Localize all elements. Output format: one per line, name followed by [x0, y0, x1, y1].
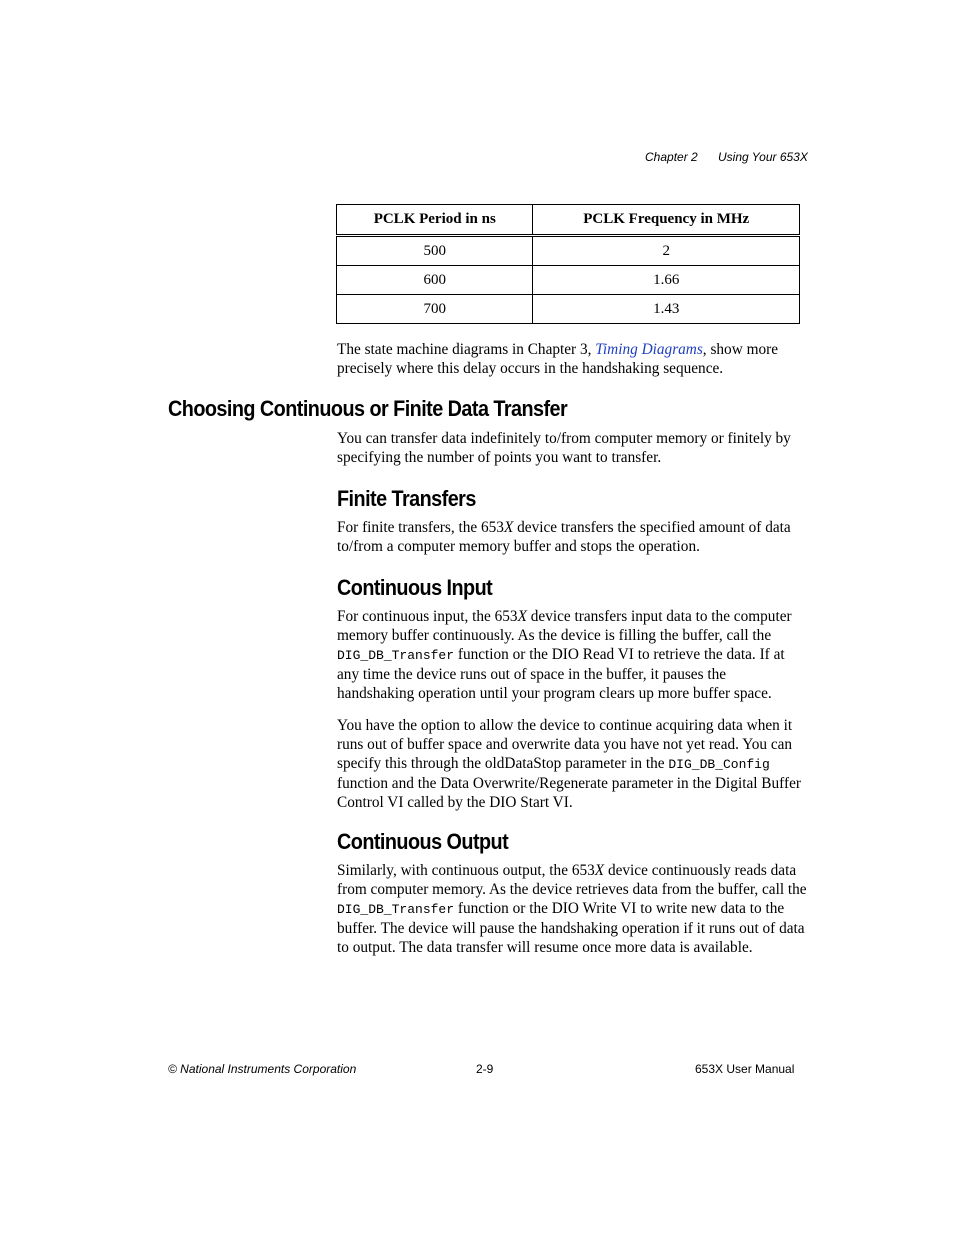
- section-heading-output: Continuous Output: [337, 829, 509, 854]
- input-p2-code: DIG_DB_Config: [668, 757, 770, 772]
- input-p1-code: DIG_DB_Transfer: [337, 648, 455, 663]
- table-cell: 1.43: [533, 295, 800, 324]
- page-footer: [0, 1062, 954, 1078]
- input-p1-text-c: function or the DIO Read VI to retrieve the data. If at any time the device runs out of space in the buffer, it pauses the handshaking operation until your program clears up more buffer space.: [337, 646, 785, 702]
- header-chapter: Chapter 2: [645, 150, 698, 164]
- section-heading-choosing: Choosing Continuous or Finite Data Transfer: [168, 396, 568, 421]
- output-code: DIG_DB_Transfer: [337, 902, 455, 917]
- header-title: Using Your 653X: [718, 150, 808, 164]
- input-paragraph-1: [337, 607, 807, 703]
- output-text-x: X: [594, 862, 605, 879]
- table-header-row: [337, 205, 800, 236]
- section-heading-input: Continuous Input: [337, 575, 493, 600]
- intro-text-after-link: , show more precisely where this delay occurs in the handshaking sequence.: [337, 341, 778, 377]
- finite-text-b: device transfers the specified amount of data to/from a computer memory buffer and stops the operation.: [337, 519, 791, 555]
- finite-text-x: X: [503, 519, 514, 536]
- finite-paragraph: [337, 518, 807, 556]
- choosing-paragraph: You can transfer data indefinitely to/from computer memory or finitely by specifying the number of points you want to transfer.: [337, 430, 791, 466]
- table-cell: 500: [337, 236, 533, 266]
- input-paragraph-2: [337, 716, 807, 812]
- footer-manual-title: 653X User Manual: [695, 1062, 795, 1076]
- column-header-frequency: PCLK Frequency in MHz: [533, 205, 800, 236]
- running-header: [0, 150, 954, 166]
- finite-text-a: For finite transfers, the 653: [337, 519, 504, 536]
- table-row: [337, 236, 800, 266]
- table-cell: 2: [533, 236, 800, 266]
- intro-text-before-link: The state machine diagrams in Chapter 3,: [337, 341, 596, 358]
- table-cell: 700: [337, 295, 533, 324]
- timing-diagrams-link[interactable]: Timing Diagrams: [595, 341, 703, 358]
- pclk-table: [336, 204, 800, 324]
- output-paragraph: [337, 861, 807, 957]
- table-row: [337, 295, 800, 324]
- output-text-c: function or the DIO Write VI to write new data to the buffer. The device will pause the handshaking operation if it runs out of data to output. The data transfer will resume once more data is available.: [337, 900, 805, 956]
- input-p1-text-x: X: [517, 608, 527, 625]
- intro-paragraph: [337, 340, 807, 378]
- input-p2-text-b: function and the Data Overwrite/Regenerate parameter in the Digital Buffer Control VI called by the DIO Start VI.: [337, 775, 801, 811]
- output-text-b: device continuously reads data from computer memory. As the device retrieves data from the buffer, call the: [337, 862, 807, 898]
- footer-copyright: © National Instruments Corporation: [168, 1062, 357, 1076]
- input-p2-text-a: You have the option to allow the device to continue acquiring data when it runs out of buffer space and overwrite data you have not yet read. You can specify this through the oldDataStop parameter in the: [337, 717, 793, 772]
- table-cell: 1.66: [533, 266, 800, 295]
- table-row: [337, 266, 800, 295]
- footer-page-number: 2-9: [476, 1062, 494, 1076]
- table-cell: 600: [337, 266, 533, 295]
- input-p1-text-a: For continuous input, the 653: [337, 608, 518, 625]
- section-heading-finite: Finite Transfers: [337, 486, 476, 511]
- output-text-a: Similarly, with continuous output, the 653: [337, 862, 595, 879]
- input-p1-text-b: device transfers input data to the computer memory buffer continuously. As the device is filling the buffer, call the: [337, 608, 792, 644]
- column-header-period: PCLK Period in ns: [337, 205, 533, 236]
